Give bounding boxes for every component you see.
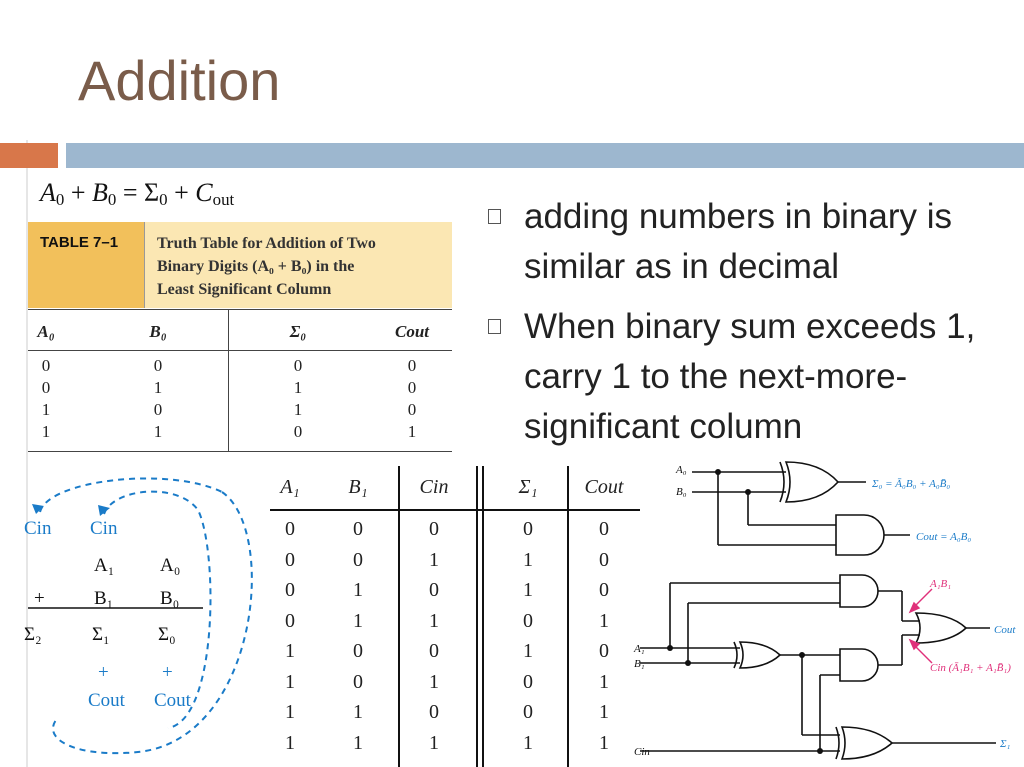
table2-cell: 0 [353, 670, 363, 693]
addition-equation [40, 178, 234, 210]
eq-sigma: Σ [144, 178, 160, 207]
table2-cell: 0 [599, 640, 609, 662]
arrowhead-icon [910, 603, 919, 612]
bullet-text: adding numbers in binary is similar as in decimal [524, 197, 953, 286]
table1-cell: 0 [407, 378, 417, 397]
table1-header-cell: B₀ [149, 322, 167, 341]
table2-col-separator [482, 466, 484, 767]
table1-cell: 0 [41, 378, 51, 397]
junction-dot [799, 652, 805, 658]
circuit-a1-label: A₁ [634, 643, 645, 655]
adder-sigma2: Σ₂ [24, 624, 42, 645]
adder-plus-carry: + [162, 662, 173, 683]
table2-header-cell: Σ₁ [518, 476, 538, 498]
table1-cell: 0 [293, 356, 303, 375]
table2-cell: 1 [429, 548, 439, 571]
junction-dot [685, 660, 691, 666]
table1-cell: 1 [293, 378, 303, 397]
table2-cell: 1 [523, 731, 533, 754]
table2-header-cell: B₁ [348, 476, 368, 498]
circuit-sigma1-label: Σ₁ [1000, 738, 1011, 750]
table1-caption-line: Binary Digits (A₀ + B₀) in the [157, 258, 355, 275]
table2-cell: 1 [285, 701, 295, 723]
eq-a: A [40, 178, 56, 207]
table1-cell: 0 [407, 400, 417, 419]
table2-cell: 0 [599, 548, 609, 571]
table1-cell: 1 [41, 400, 51, 419]
bullet-item [488, 192, 1008, 292]
table1-caption-line: Least Significant Column [157, 281, 332, 298]
table2-cell: 0 [285, 548, 295, 571]
table1-cell: 0 [407, 356, 417, 375]
table1-header-cell: Σ₀ [289, 322, 307, 341]
circuit-a0-label: A₀ [676, 464, 687, 476]
xor-gate-middle [740, 642, 780, 668]
eq-equals: = [122, 178, 138, 207]
table1-cell: 0 [153, 400, 163, 419]
table2-cell: 1 [353, 579, 363, 601]
eq-b-sub: 0 [107, 190, 117, 210]
carry-arrow-outer [53, 492, 252, 753]
adder-a0: A₀ [160, 555, 181, 576]
xor-gate-back [836, 727, 839, 759]
table2-cell: 1 [353, 609, 363, 632]
table2-cell: 0 [429, 640, 439, 662]
table1-cell: 1 [153, 378, 163, 397]
eq-c: C [195, 178, 213, 207]
eq-plus-2: + [174, 178, 189, 207]
adder-plus-carry: + [98, 662, 109, 683]
table2-cell: 0 [523, 670, 533, 693]
circuit-cin-label: Cin [634, 746, 650, 758]
circuit-cout-label: Cout [994, 624, 1016, 636]
table2-cell: 0 [285, 579, 295, 601]
table1-cell: 0 [293, 422, 303, 441]
table2-cell: 1 [599, 731, 609, 754]
adder-cout-left: Cout [88, 690, 125, 711]
junction-dot [715, 469, 721, 475]
adder-sigma0: Σ₀ [158, 624, 176, 645]
table2-cell: 0 [599, 579, 609, 601]
table2-col-separator [567, 466, 569, 767]
or-gate-cout [916, 613, 966, 643]
table1-caption [145, 222, 452, 308]
table2-cell: 1 [599, 701, 609, 723]
xor-gate-top [786, 462, 838, 502]
table1-header-cell: Cout [394, 322, 430, 341]
table2-cell: 0 [353, 548, 363, 571]
table2-header-cell: Cout [584, 476, 624, 498]
table2-cell: 1 [429, 670, 439, 693]
table2-cell: 1 [599, 609, 609, 632]
and-gate-top [836, 515, 884, 555]
table2-header-rule [270, 509, 640, 511]
table1-col-separator [228, 309, 229, 451]
circuit-b0-label: B₀ [676, 486, 687, 498]
table2-cell: 1 [599, 670, 609, 693]
table2-cell: 1 [285, 640, 295, 662]
table2-header-cell: Cin [419, 476, 449, 498]
eq-b: B [92, 178, 108, 207]
table2-cell: 1 [523, 548, 533, 571]
junction-dot [817, 748, 823, 754]
bullet-text: When binary sum exceeds 1, carry 1 to the next-more-significant column [524, 307, 976, 446]
table2-cell: 1 [429, 609, 439, 632]
table2-cell: 1 [523, 640, 533, 662]
table2-header-cell: A₁ [280, 476, 300, 498]
xor-gate-back [734, 642, 737, 668]
adder-sigma1: Σ₁ [92, 624, 110, 645]
table2-cell: 1 [353, 701, 363, 723]
table2-col-separator [476, 466, 478, 767]
table1-cell: 1 [407, 422, 417, 441]
table1-cell: 1 [41, 422, 51, 441]
adder-b1: B₁ [94, 588, 114, 609]
circuit-b1-label: B₁ [634, 658, 645, 670]
arrowhead-icon [98, 505, 110, 516]
xor-gate-sum [842, 727, 892, 759]
adder-a1: A₁ [94, 555, 115, 576]
adder-plus: + [34, 588, 45, 609]
carry-arrows [18, 470, 253, 760]
adder-cout-right: Cout [154, 690, 191, 711]
table2-cell: 1 [353, 731, 363, 754]
table2-col-separator [398, 466, 400, 767]
table2-cell: 0 [429, 518, 439, 540]
bullet-list [488, 192, 1008, 462]
adder-circuit [634, 455, 1024, 767]
and-gate-a1b1 [840, 575, 878, 607]
eq-sigma-sub: 0 [159, 190, 168, 210]
eq-plus: + [70, 178, 86, 207]
table1-cell: 1 [153, 422, 163, 441]
table1-cell: 1 [293, 400, 303, 419]
slide-title: Addition [78, 49, 281, 112]
table2-cell: 0 [523, 609, 533, 632]
table2-cell: 0 [285, 609, 295, 632]
table1-rule [28, 350, 452, 351]
circuit-sigma0-eq: Σ₀ = Ā₀B₀ + A₀B̄₀ [872, 478, 951, 490]
table1-label: TABLE 7–1 [28, 222, 144, 308]
table2-cell: 0 [429, 579, 439, 601]
adder-cin-right: Cin [90, 518, 118, 539]
adder-b0: B₀ [160, 588, 180, 609]
table2-cell: 0 [523, 701, 533, 723]
table1-rule [28, 451, 452, 452]
circuit-cout-eq: Cout = A₀B₀ [916, 531, 972, 543]
junction-dot [667, 645, 673, 651]
table1-rule [28, 309, 452, 310]
xor-gate-back [780, 462, 784, 502]
adder-cin-left: Cin [24, 518, 52, 539]
bullet-item [488, 302, 1008, 452]
table1-cell: 0 [153, 356, 163, 375]
table2-cell: 1 [523, 579, 533, 601]
table2-cell: 0 [285, 518, 295, 540]
table2-cell: 1 [285, 670, 295, 693]
table2-cell: 0 [523, 518, 533, 540]
table1-cell: 0 [41, 356, 51, 375]
junction-dot [745, 489, 751, 495]
table2-cell: 0 [353, 518, 363, 540]
table2-cell: 1 [285, 731, 295, 754]
eq-a-sub: 0 [55, 190, 65, 210]
eq-c-sub: out [212, 190, 235, 210]
circuit-a1b1-label: A₁B₁ [930, 578, 952, 590]
table1-caption-line: Truth Table for Addition of Two [157, 235, 376, 252]
table2-cell: 0 [353, 640, 363, 662]
table2-cell: 0 [599, 518, 609, 540]
accent-bar-orange [0, 143, 58, 168]
table2-cell: 0 [429, 701, 439, 723]
bullet-box-icon [488, 209, 501, 224]
table2-cell: 1 [429, 731, 439, 754]
accent-bar-blue [66, 143, 1024, 168]
circuit-cin-expr: Cin (Ā₁B₁ + A₁B̄₁) [930, 662, 1011, 674]
and-gate-carry [840, 649, 878, 681]
table1-header-cell: A₀ [37, 322, 55, 341]
bullet-box-icon [488, 319, 501, 334]
